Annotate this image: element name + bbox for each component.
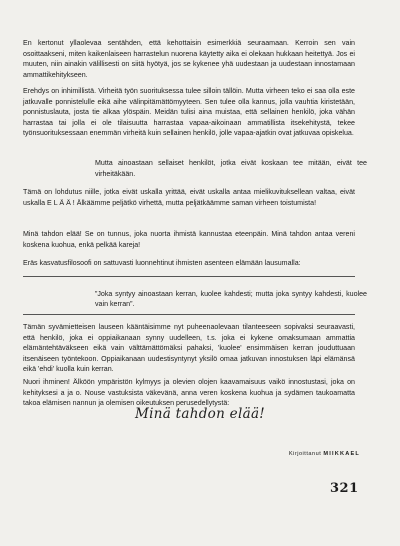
byline-prefix: Kirjoittanut xyxy=(288,451,322,457)
paragraph-mistakes xyxy=(23,86,355,139)
motto: Minä tahdon elää! xyxy=(134,406,266,422)
author-name: MIIKKAEL xyxy=(323,451,360,457)
paragraph-encouragement xyxy=(23,187,355,208)
paragraph-interpretation xyxy=(23,322,355,375)
paragraph-consolation xyxy=(23,158,367,179)
paragraph-text: Minä tahdon elää! Se on tunnus, joka nuorta ihmistä kannustaa eteenpäin. Minä tahdon antaa vereni koskena kuohua, enkä pelkää kareja! xyxy=(23,230,355,249)
paragraph-text: Mutta ainoastaan sellaiset henkilöt, jotka eivät koskaan tee mitään, eivät tee virheitäkään. xyxy=(95,159,367,178)
paragraph-text: Tämän syvämietteisen lauseen kääntäisimme nyt puheenaolevaan tilanteeseen sopivaksi seuraavasti, että henkilö, joka ei oppiaikanaan synny uudelleen, t.s. joka ei kykene omaksumaan ammattia elämäntehtäväkseen eikä vain välttämättömäksi pahaksi, 'kuolee' ensimmäisen kerran jouduttuaan itsenäiseen työntekoon. Oppiaikanaan uudestisyntynyt yksilö omaa jatkuvan innostuksen läpi elämänsä eikä 'ehdi' kuolla kuin kerran. xyxy=(23,323,355,374)
paragraph-text: Nuori ihminen! Älköön ympäristön kylmyys ja olevien olojen kaavamaisuus vaikö innostustasi, joka on kehityksesi a ja o. Nouse vastuksista väkevänä, anna veren koskena kuohua ja sydämen taukoamatta takoa elämisen nannun ja olemisen oikeutuksen perusedellytystä: xyxy=(23,378,355,408)
paragraph-young-person xyxy=(23,377,355,409)
paragraph-text: En kertonut yllaolevaa sentähden, että kehottaisin esimerkkiä seuraamaan. Kerroin sen vain osoittaakseni, miten kaikenlaiseen harrastelun nuorena käytetty aika ei olekaan hukkaan heitettyä. Jos ei muuten, niin ainakin välillisesti on siitä hyötyä, jos se kykenee yhä uudestaan ja uudestaan innostamaan ammattikehitykseen. xyxy=(23,39,355,79)
page-number: 321 xyxy=(330,481,359,496)
quote-text: ”Joka syntyy ainoastaan kerran, kuolee kahdesti; mutta joka syntyy kahdesti, kuolee vain kerran”. xyxy=(95,290,367,309)
paragraph-philosopher xyxy=(23,258,355,269)
quote-rule-top xyxy=(23,276,355,277)
paragraph-text: Erehdys on inhimillistä. Virheitä työn suorituksessa tulee silloin tällöin. Mutta virheen teko ei saa olla este jatkuvalle ponnistelulle eikä aihe välinpitämättömyyteen. Sen tulee olla kannus, jolla vauhtia kiristetään, ponnistuslauta, josta tie alkaa ylöspäin. Meidän tulisi aina muistaa, että sellainen henkilö, joka vähän harrastaa tai jolla ei ole tilaisuutta harrastaa vapaa-aikoinaan ammatillista itsekehitystä, tekee työnsuorituksessaan enemmän virheitä kuin sellainen henkilö, jolle vapaa-ajatkin ovat jatkuvaa opiskelua. xyxy=(23,87,355,138)
paragraph-text: Eräs kasvatusfilosoofi on sattuvasti luonnehtinut ihmisten asenteen elämään lausumalla: xyxy=(23,259,301,267)
quote-rule-bottom xyxy=(23,314,355,315)
paragraph-will-to-live xyxy=(23,229,355,250)
byline xyxy=(23,451,360,457)
paragraph-intro xyxy=(23,38,355,80)
paragraph-text: Tämä on lohdutus niille, jotka eivät uskalla yrittää, eivät uskalla antaa mielikuvituksellean valtaa, eivät uskalla E L Ä Ä ! Älkäämme peljätkö virhettä, mutta peljätkäämme saman virheen toistumista! xyxy=(23,188,355,207)
quote-block xyxy=(23,289,367,310)
